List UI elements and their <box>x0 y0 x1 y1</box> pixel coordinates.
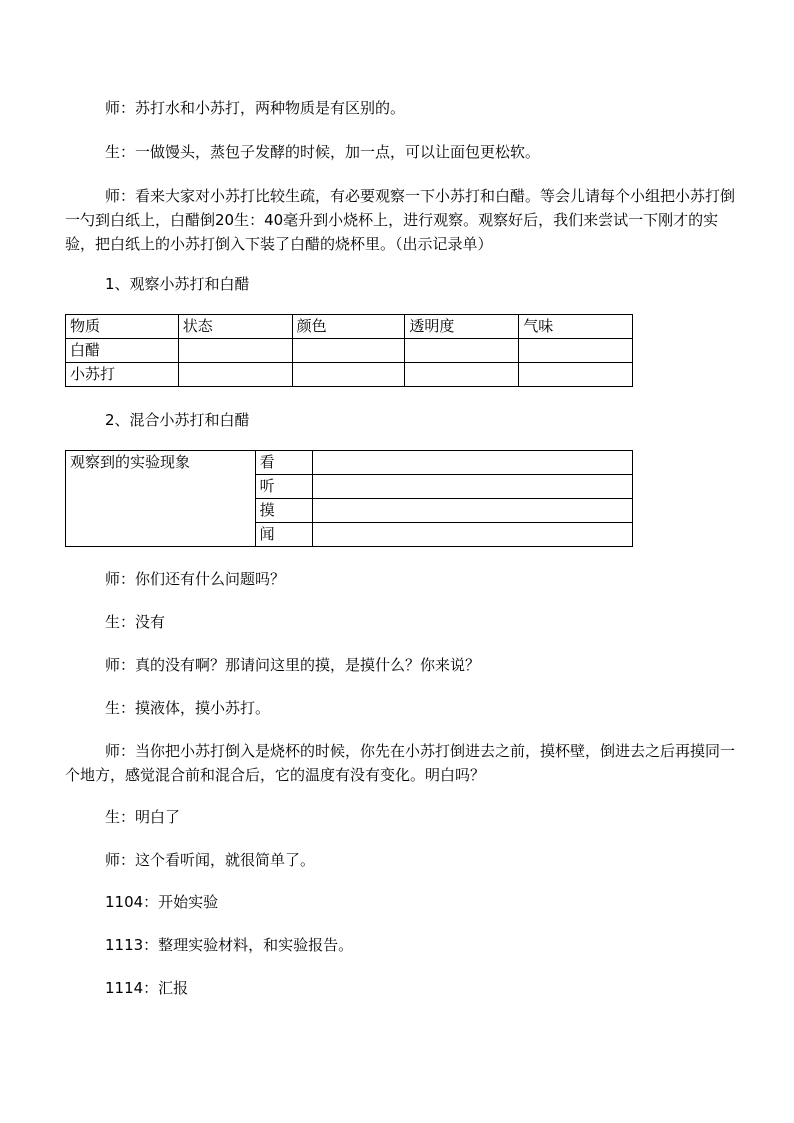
header-cell: 颜色 <box>292 315 405 339</box>
table-cell <box>405 339 519 363</box>
header-cell: 气味 <box>519 315 633 339</box>
sense-cell: 看 <box>255 451 312 475</box>
paragraph: 师：看来大家对小苏打比较生疏，有必要观察一下小苏打和白醋。等会儿请每个小组把小苏打倒一勺到白纸上，白醋倒20生：40毫升到小烧杯上，进行观察。观察好后，我们来尝试一下刚才的实验，把白纸上的小苏打倒入下装了白醋的烧杯里。（出示记录单） <box>65 187 736 253</box>
table-cell <box>405 363 519 387</box>
table-cell <box>519 339 633 363</box>
table-row <box>66 363 633 387</box>
header-cell: 物质 <box>66 315 179 339</box>
header-cell: 状态 <box>178 315 292 339</box>
table-row <box>66 451 633 475</box>
paragraph: 师：苏打水和小苏打，两种物质是有区别的。 <box>105 99 406 117</box>
dialogue-line: 师：当你把小苏打倒入是烧杯的时候，你先在小苏打倒进去之前，摸杯壁，倒进去之后再摸同一个地方，感觉混合前和混合后，它的温度有没有变化。明白吗？ <box>65 742 736 784</box>
header-cell: 透明度 <box>405 315 519 339</box>
sense-cell: 听 <box>255 475 312 499</box>
table-cell <box>292 339 405 363</box>
table-cell <box>292 363 405 387</box>
table-row <box>66 339 633 363</box>
table-cell <box>312 523 632 547</box>
dialogue-line: 1113：整理实验材料，和实验报告。 <box>105 936 354 954</box>
table-cell <box>312 499 632 523</box>
dialogue-line: 师：真的没有啊？那请问这里的摸，是摸什么？你来说？ <box>105 656 481 674</box>
section-title: 1、观察小苏打和白醋 <box>105 275 250 293</box>
dialogue-line: 生：明白了 <box>105 808 181 826</box>
table-cell <box>312 451 632 475</box>
sense-cell: 闻 <box>255 523 312 547</box>
phenomenon-table <box>65 450 633 547</box>
dialogue-line: 师：这个看听闻，就很简单了。 <box>105 851 316 869</box>
dialogue-line: 生：没有 <box>105 613 166 631</box>
observation-table <box>65 314 633 387</box>
table-cell <box>178 339 292 363</box>
dialogue-line: 生：摸液体，摸小苏打。 <box>105 699 271 717</box>
table-cell <box>312 475 632 499</box>
table-cell: 白醋 <box>66 339 179 363</box>
table-header-row <box>66 315 633 339</box>
table-cell: 小苏打 <box>66 363 179 387</box>
table-cell <box>178 363 292 387</box>
table-cell <box>519 363 633 387</box>
sense-cell: 摸 <box>255 499 312 523</box>
dialogue-line: 师：你们还有什么问题吗？ <box>105 570 286 588</box>
paragraph: 生：一做馒头，蒸包子发酵的时候，加一点，可以让面包更松软。 <box>105 143 541 161</box>
phenomenon-label-cell: 观察到的实验现象 <box>66 451 256 547</box>
dialogue-line: 1114：汇报 <box>105 979 189 997</box>
dialogue-line: 1104：开始实验 <box>105 893 219 911</box>
section-title: 2、混合小苏打和白醋 <box>105 411 250 429</box>
